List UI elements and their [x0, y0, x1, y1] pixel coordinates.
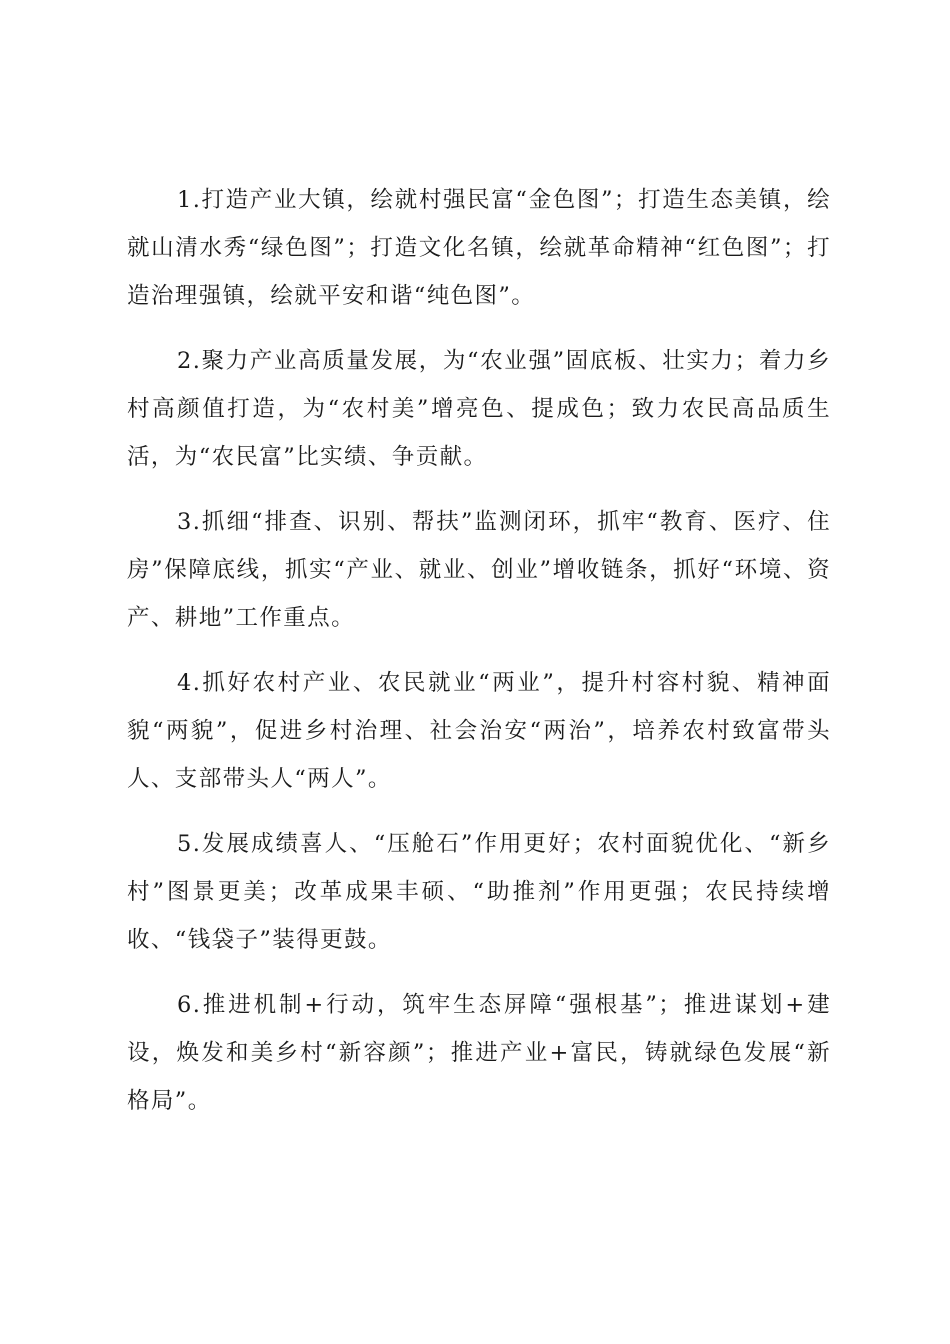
paragraph-6: 6.推进机制+行动，筑牢生态屏障“强根基”；推进谋划+建设，焕发和美乡村“新容颜”；推进产业+富民，铸就绿色发展“新格局”。	[127, 992, 831, 1114]
paragraph-3: 3.抓细“排查、识别、帮扶”监测闭环，抓牢“教育、医疗、住房”保障底线，抓实“产业、就业、创业”增收链条，抓好“环境、资产、耕地”工作重点。	[127, 509, 831, 631]
paragraph-4: 4.抓好农村产业、农民就业“两业”，提升村容村貌、精神面貌“两貌”，促进乡村治理、社会治安“两治”，培养农村致富带头人、支部带头人“两人”。	[127, 670, 831, 792]
paragraph-1: 1.打造产业大镇，绘就村强民富“金色图”；打造生态美镇，绘就山清水秀“绿色图”；打造文化名镇，绘就革命精神“红色图”；打造治理强镇，绘就平安和谐“纯色图”。	[127, 187, 831, 309]
paragraph-5: 5.发展成绩喜人、“压舱石”作用更好；农村面貌优化、“新乡村”图景更美；改革成果丰硕、“助推剂”作用更强；农民持续增收、“钱袋子”装得更鼓。	[127, 831, 831, 953]
document-body	[127, 176, 831, 1142]
paragraph-2: 2.聚力产业高质量发展，为“农业强”固底板、壮实力；着力乡村高颜值打造，为“农村美”增亮色、提成色；致力农民高品质生活，为“农民富”比实绩、争贡献。	[127, 348, 831, 470]
